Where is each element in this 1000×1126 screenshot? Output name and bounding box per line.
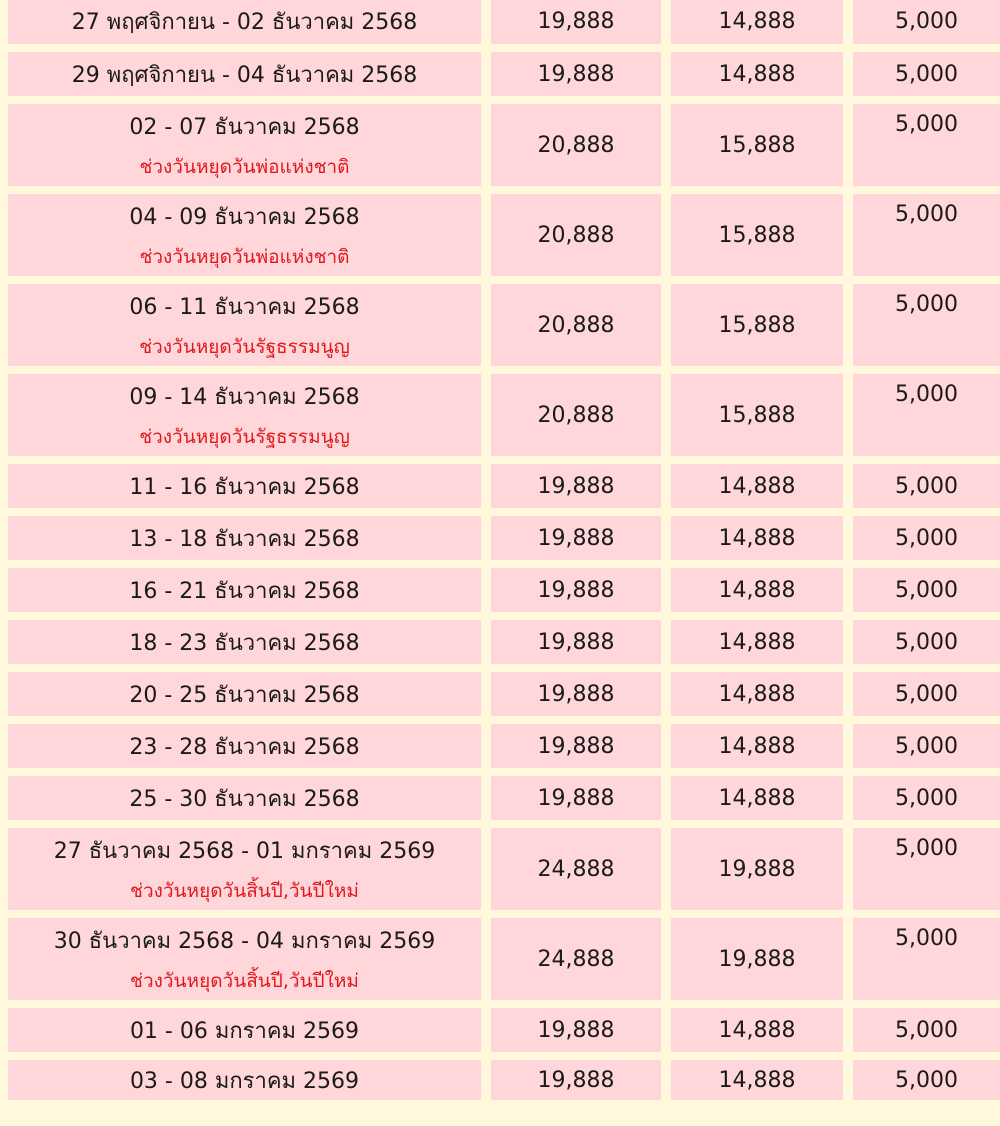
price-adult: 19,888	[491, 1008, 661, 1052]
price-child: 14,888	[671, 516, 843, 560]
date-range: 23 - 28 ธันวาคม 2568	[129, 734, 360, 760]
price-child: 14,888	[671, 672, 843, 716]
price-adult: 19,888	[491, 52, 661, 96]
price-deposit: 5,000	[853, 284, 1000, 366]
holiday-note: ช่วงวันหยุดวันสิ้นปี,วันปีใหม่	[130, 969, 359, 992]
price-child: 15,888	[671, 284, 843, 366]
date-range: 03 - 08 มกราคม 2569	[129, 1068, 360, 1094]
price-child: 19,888	[671, 828, 843, 910]
date-range: 30 ธันวาคม 2568 - 04 มกราคม 2569	[53, 928, 436, 954]
price-adult: 19,888	[491, 516, 661, 560]
table-row-date	[8, 620, 481, 664]
price-adult: 19,888	[491, 568, 661, 612]
price-adult: 24,888	[491, 828, 661, 910]
price-child: 14,888	[671, 52, 843, 96]
price-child: 14,888	[671, 464, 843, 508]
price-deposit: 5,000	[853, 374, 1000, 456]
date-range: 09 - 14 ธันวาคม 2568	[129, 384, 360, 410]
table-row-date	[8, 194, 481, 276]
table-row-date	[8, 776, 481, 820]
price-deposit: 5,000	[853, 918, 1000, 1000]
price-deposit: 5,000	[853, 52, 1000, 96]
price-deposit: 5,000	[853, 724, 1000, 768]
holiday-note: ช่วงวันหยุดวันพ่อแห่งชาติ	[139, 155, 350, 178]
date-range: 13 - 18 ธันวาคม 2568	[129, 526, 360, 552]
table-row-date	[8, 568, 481, 612]
price-adult: 19,888	[491, 776, 661, 820]
price-deposit: 5,000	[853, 194, 1000, 276]
price-deposit: 5,000	[853, 1060, 1000, 1100]
price-deposit: 5,000	[853, 568, 1000, 612]
price-child: 14,888	[671, 1008, 843, 1052]
date-range: 11 - 16 ธันวาคม 2568	[129, 474, 360, 500]
holiday-note: ช่วงวันหยุดวันสิ้นปี,วันปีใหม่	[130, 879, 359, 902]
price-deposit: 5,000	[853, 620, 1000, 664]
price-adult: 19,888	[491, 724, 661, 768]
price-adult: 20,888	[491, 374, 661, 456]
price-child: 14,888	[671, 1060, 843, 1100]
table-row-date	[8, 918, 481, 1000]
date-range: 25 - 30 ธันวาคม 2568	[129, 786, 360, 812]
price-adult: 19,888	[491, 1060, 661, 1100]
table-row-date	[8, 0, 481, 44]
price-deposit: 5,000	[853, 104, 1000, 186]
date-range: 27 พฤศจิกายน - 02 ธันวาคม 2568	[71, 9, 418, 35]
table-row-date	[8, 516, 481, 560]
table-row-date	[8, 52, 481, 96]
holiday-note: ช่วงวันหยุดวันรัฐธรรมนูญ	[139, 335, 350, 358]
table-row-date	[8, 104, 481, 186]
date-range: 18 - 23 ธันวาคม 2568	[129, 630, 360, 656]
price-adult: 20,888	[491, 104, 661, 186]
table-row-date	[8, 828, 481, 910]
price-child: 14,888	[671, 724, 843, 768]
price-child: 19,888	[671, 918, 843, 1000]
date-range: 20 - 25 ธันวาคม 2568	[129, 682, 360, 708]
table-row-date	[8, 284, 481, 366]
price-adult: 24,888	[491, 918, 661, 1000]
holiday-note: ช่วงวันหยุดวันรัฐธรรมนูญ	[139, 425, 350, 448]
price-adult: 19,888	[491, 0, 661, 44]
price-adult: 19,888	[491, 620, 661, 664]
price-child: 14,888	[671, 620, 843, 664]
price-child: 15,888	[671, 104, 843, 186]
price-adult: 19,888	[491, 464, 661, 508]
date-range: 29 พฤศจิกายน - 04 ธันวาคม 2568	[71, 62, 418, 88]
price-adult: 19,888	[491, 672, 661, 716]
price-child: 14,888	[671, 776, 843, 820]
table-row-date	[8, 724, 481, 768]
date-range: 02 - 07 ธันวาคม 2568	[129, 114, 360, 140]
price-deposit: 5,000	[853, 464, 1000, 508]
price-deposit: 5,000	[853, 672, 1000, 716]
table-row-date	[8, 1060, 481, 1100]
table-row-date	[8, 1008, 481, 1052]
price-child: 14,888	[671, 568, 843, 612]
table-row-date	[8, 374, 481, 456]
price-child: 14,888	[671, 0, 843, 44]
price-deposit: 5,000	[853, 0, 1000, 44]
price-child: 15,888	[671, 194, 843, 276]
price-deposit: 5,000	[853, 828, 1000, 910]
date-range: 27 ธันวาคม 2568 - 01 มกราคม 2569	[53, 838, 436, 864]
table-row-date	[8, 672, 481, 716]
holiday-note: ช่วงวันหยุดวันพ่อแห่งชาติ	[139, 245, 350, 268]
price-adult: 20,888	[491, 284, 661, 366]
date-range: 06 - 11 ธันวาคม 2568	[129, 294, 360, 320]
price-deposit: 5,000	[853, 516, 1000, 560]
price-adult: 20,888	[491, 194, 661, 276]
price-child: 15,888	[671, 374, 843, 456]
price-deposit: 5,000	[853, 1008, 1000, 1052]
table-row-date	[8, 464, 481, 508]
price-deposit: 5,000	[853, 776, 1000, 820]
date-range: 16 - 21 ธันวาคม 2568	[129, 578, 360, 604]
date-range: 04 - 09 ธันวาคม 2568	[129, 204, 360, 230]
date-range: 01 - 06 มกราคม 2569	[129, 1018, 360, 1044]
